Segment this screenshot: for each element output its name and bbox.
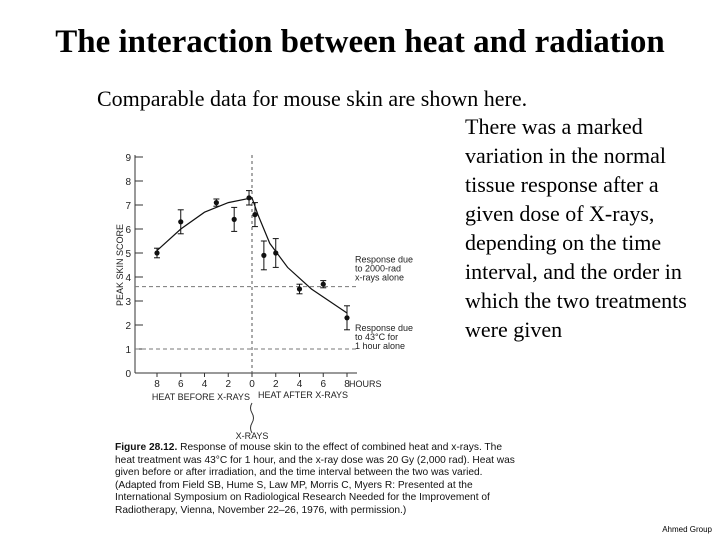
- y-tick-label: 4: [125, 273, 131, 284]
- side-text-line: interval, and the order in: [465, 259, 682, 284]
- reference-line-label: Response due: [355, 254, 414, 265]
- y-tick-label: 1: [125, 345, 131, 356]
- x-tick-label: 2: [225, 379, 232, 390]
- x-right-label: HEAT AFTER X-RAYS: [258, 390, 349, 400]
- side-text-line: were given: [465, 317, 563, 342]
- data-point: [214, 200, 219, 205]
- reference-line-label: Response due: [355, 323, 414, 333]
- y-tick-label: 0: [125, 369, 131, 380]
- x-tick-label: 0: [249, 379, 255, 390]
- side-text-line: variation in the normal: [465, 143, 666, 168]
- side-text-line: depending on the time: [465, 230, 662, 255]
- figure-caption: [115, 442, 515, 517]
- heat-radiation-chart: [105, 145, 445, 441]
- x-zero-label: X-RAYS: [235, 431, 269, 441]
- figure-label: Figure 28.12.: [115, 442, 178, 453]
- y-tick-label: 5: [125, 249, 131, 260]
- side-text-line: tissue response after a: [465, 172, 659, 197]
- y-tick-label: 2: [125, 321, 131, 332]
- figure-caption-text: Response of mouse skin to the effect of combined heat and x-rays. The heat treatment was 43°C for 1 hour, and the x-ray dose was 20 Gy (2,000 rad). Heat was given before or after irradiation, and the time interval between the two was varied. (Adapted from Field SB, Hume S, Law MP, Morris C, Myers R: Presented at the International Symposium on Radiological Research Needed for the Improvement of Radiotherapy, Vienna, November 22–26, 1976, with permission.): [115, 442, 515, 516]
- side-text-line: which the two treatments: [465, 288, 687, 313]
- x-tick-label: 8: [154, 379, 160, 390]
- data-point: [252, 212, 257, 217]
- x-rays-arrow: [251, 403, 254, 433]
- x-unit-label: HOURS: [349, 379, 382, 389]
- y-tick-label: 8: [125, 177, 131, 188]
- reference-line-label: to 43°C for: [355, 332, 399, 342]
- data-point: [261, 253, 266, 258]
- x-tick-label: 2: [272, 379, 279, 390]
- x-tick-label: 8: [344, 379, 350, 390]
- credit-text: Ahmed Group: [662, 525, 712, 534]
- slide-title: The interaction between heat and radiation: [55, 24, 665, 60]
- side-text-line: There was a marked: [465, 114, 643, 139]
- reference-line-label: x-rays alone: [355, 272, 405, 283]
- y-axis-label: PEAK SKIN SCORE: [115, 223, 125, 307]
- data-point: [273, 250, 278, 255]
- data-point: [232, 217, 237, 222]
- y-tick-label: 7: [125, 201, 131, 212]
- intro-text: Comparable data for mouse skin are shown here.: [97, 86, 528, 111]
- side-text-line: given dose of X-rays,: [465, 201, 655, 226]
- data-point: [321, 282, 326, 287]
- reference-line-label: to 2000-rad: [355, 263, 402, 274]
- data-point: [154, 250, 159, 255]
- x-tick-label: 6: [320, 379, 327, 390]
- data-point: [344, 315, 349, 320]
- side-text-block: [465, 112, 715, 344]
- reference-line-label: 1 hour alone: [355, 341, 406, 351]
- data-point: [246, 195, 251, 200]
- x-tick-label: 4: [201, 379, 208, 390]
- x-left-label: HEAT BEFORE X-RAYS: [151, 392, 250, 402]
- y-tick-label: 9: [125, 153, 131, 164]
- x-tick-label: 6: [177, 379, 184, 390]
- y-tick-label: 3: [125, 297, 131, 308]
- data-point: [178, 219, 183, 224]
- y-tick-label: 6: [125, 225, 131, 236]
- x-tick-label: 4: [296, 379, 303, 390]
- data-point: [297, 286, 302, 291]
